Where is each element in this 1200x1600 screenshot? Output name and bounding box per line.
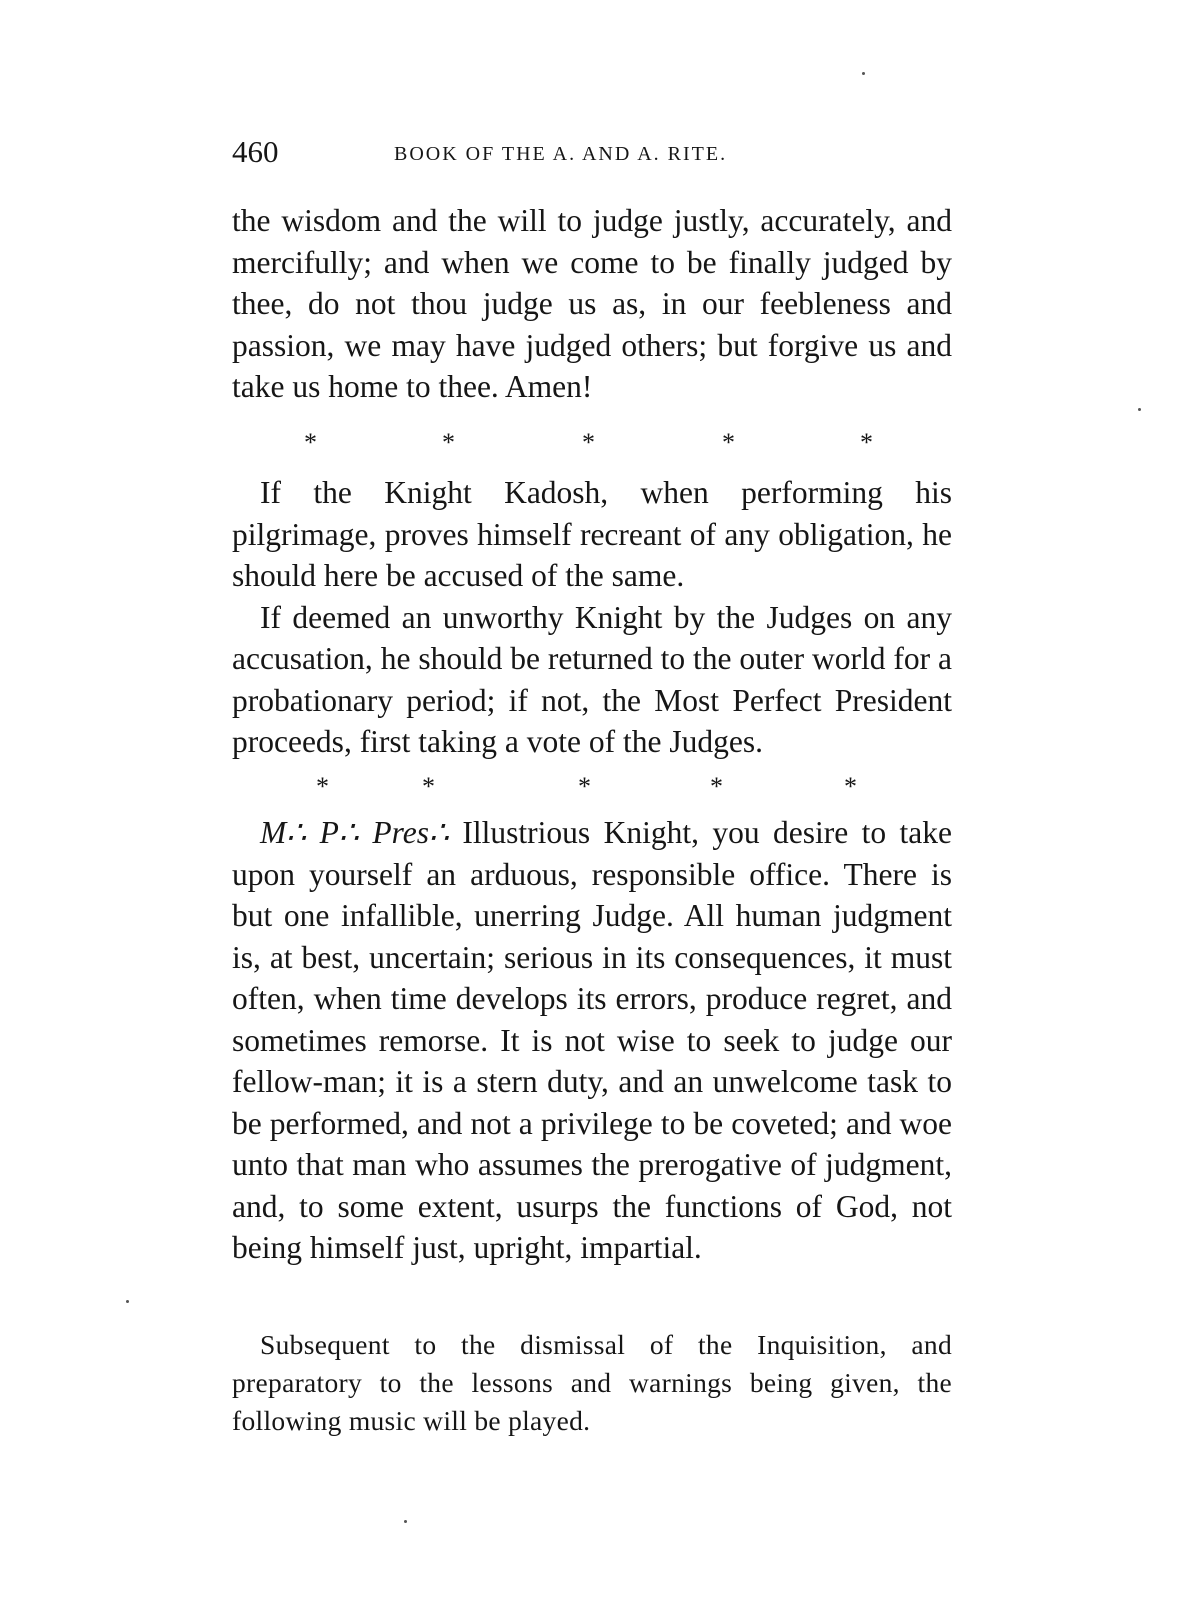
separator-asterisk: * xyxy=(422,772,435,801)
president-address-text: Illustrious Knight, you desire to take upon yourself an arduous, responsible office. There is but one infallible, unerring Judge. All human judgment is, at best, uncertain; serious in its consequences, it must often, when time develops its errors, produce regret, and sometimes remorse. It is not wise to seek to judge our fellow-man; it is a stern duty, and an unwelcome task to be performed, and not a privilege to be coveted; and woe unto that man who assumes the prerogative of judgment, and, to some extent, usurps the functions of God, not being himself just, upright, impartial. xyxy=(232,815,952,1265)
paragraph-music-note: Subsequent to the dismissal of the Inquisition, and preparatory to the lessons and warnings being given, the following music will be played. xyxy=(232,1329,952,1436)
section-separator xyxy=(232,772,952,802)
paragraph-president-address xyxy=(232,812,952,1269)
separator-asterisk: * xyxy=(442,428,455,457)
separator-asterisk: * xyxy=(844,772,857,801)
separator-asterisk: * xyxy=(710,772,723,801)
separator-asterisk: * xyxy=(316,772,329,801)
paper-speck xyxy=(404,1520,407,1523)
page-number: 460 xyxy=(232,134,279,169)
separator-asterisk: * xyxy=(578,772,591,801)
section-separator xyxy=(232,428,952,458)
president-address-block xyxy=(232,812,952,1269)
music-note-block xyxy=(232,1326,952,1440)
paper-speck xyxy=(862,72,865,75)
running-head xyxy=(232,132,972,172)
paragraph-prayer-ending: the wisdom and the will to judge justly, accurately, and mercifully; and when we come to be finally judged by thee, do not thou judge us as, in our feebleness and passion, we may have judged others; but forgive us and take us home to thee. Amen! xyxy=(232,203,952,404)
separator-asterisk: * xyxy=(722,428,735,457)
separator-asterisk: * xyxy=(304,428,317,457)
instructions-block xyxy=(232,472,952,763)
paper-speck xyxy=(126,1300,129,1303)
speaker-label: M∴ P∴ Pres∴ xyxy=(260,815,449,850)
running-title: BOOK OF THE A. AND A. RITE. xyxy=(394,143,728,165)
separator-asterisk: * xyxy=(582,428,595,457)
separator-asterisk: * xyxy=(860,428,873,457)
prayer-ending-block xyxy=(232,200,952,408)
paper-speck xyxy=(1138,408,1141,411)
paragraph-unworthy-knight: If deemed an unworthy Knight by the Judges on any accusation, he should be returned to the outer world for a probationary period; if not, the Most Perfect President proceeds, first taking a vote of the Judges. xyxy=(232,599,952,759)
paragraph-pilgrimage: If the Knight Kadosh, when performing his pilgrimage, proves himself recreant of any obligation, he should here be accused of the same. xyxy=(232,475,952,593)
